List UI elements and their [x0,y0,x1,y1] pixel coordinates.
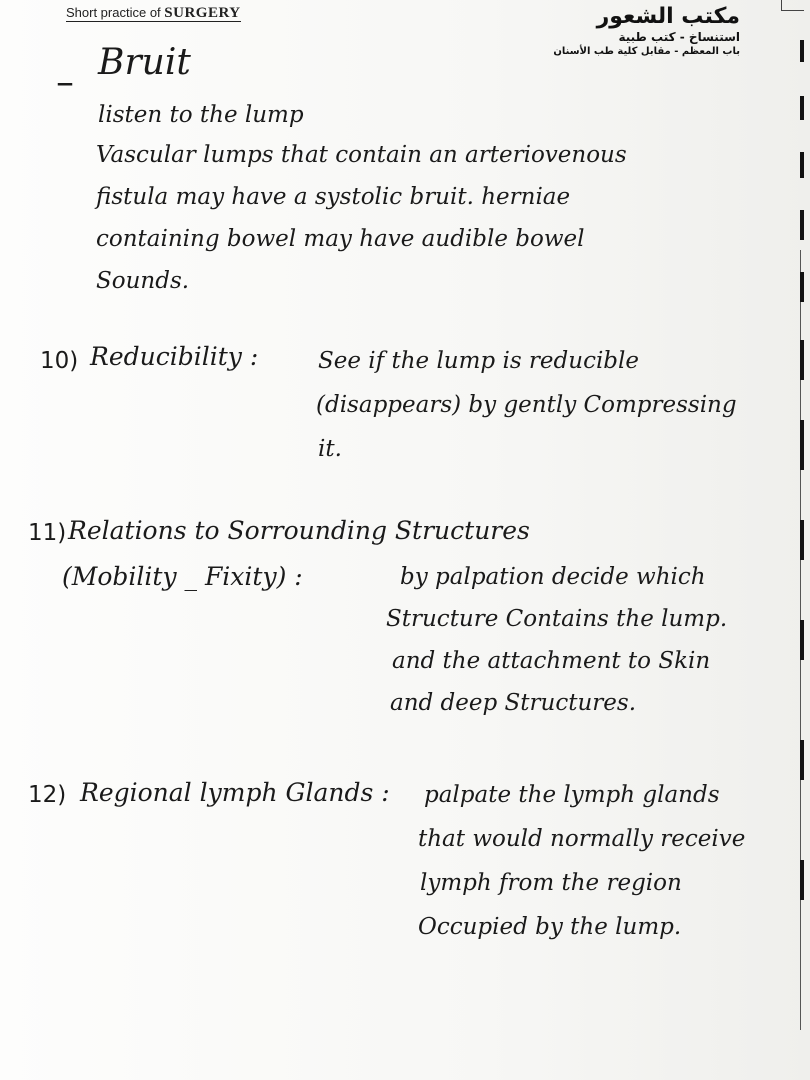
edge-mark [800,96,804,120]
corner-mark [781,0,804,11]
bruit-title: Bruit [98,42,191,83]
section-heading: Reducibility : [90,342,259,371]
section-subheading: (Mobility _ Fixity) : [62,562,303,591]
edge-mark [800,272,804,302]
edge-mark [800,152,804,178]
book-brand: SURGERY [164,5,241,21]
section-heading: Regional lymph Glands : [80,778,390,807]
section-number: 10) [40,348,79,374]
bruit-line: Vascular lumps that contain an arteriovenous [96,142,627,168]
edge-mark [800,740,804,780]
bruit-line: containing bowel may have audible bowel [96,226,585,252]
section-line: it. [318,436,342,462]
bruit-line: Sounds. [96,268,190,294]
section-line: and the attachment to Skin [392,648,711,674]
shop-services: استنساخ - كتب طبية [618,30,740,44]
section-line: Occupied by the lump. [418,914,682,940]
section-number: 11) [28,520,67,546]
section-line: See if the lump is reducible [318,348,640,374]
bullet-dash: – [56,62,74,103]
bruit-line: fistula may have a systolic bruit. herniae [96,184,571,210]
section-heading: Relations to Sorrounding Structures [68,516,530,545]
edge-mark [800,520,804,560]
section-line: (disappears) by gently Compressing [316,392,737,418]
edge-mark [800,210,804,240]
edge-mark [800,620,804,660]
section-line: by palpation decide which [400,564,706,590]
edge-mark [800,860,804,900]
book-header [66,5,241,22]
section-line: Structure Contains the lump. [386,606,728,632]
section-number: 12) [28,782,67,808]
section-line: and deep Structures. [390,690,637,716]
shop-address: باب المعظم - مقابل كلية طب الأسنان [553,46,740,57]
section-line: lymph from the region [420,870,682,896]
edge-mark [800,40,804,62]
edge-mark [800,420,804,470]
book-prefix: Short practice of [66,5,161,20]
shop-name: مكتب الشعور [596,4,740,29]
shop-stamp [553,4,740,58]
edge-mark [800,340,804,380]
section-line: palpate the lymph glands [424,782,720,808]
bruit-line: listen to the lump [98,102,304,128]
section-line: that would normally receive [418,826,746,852]
